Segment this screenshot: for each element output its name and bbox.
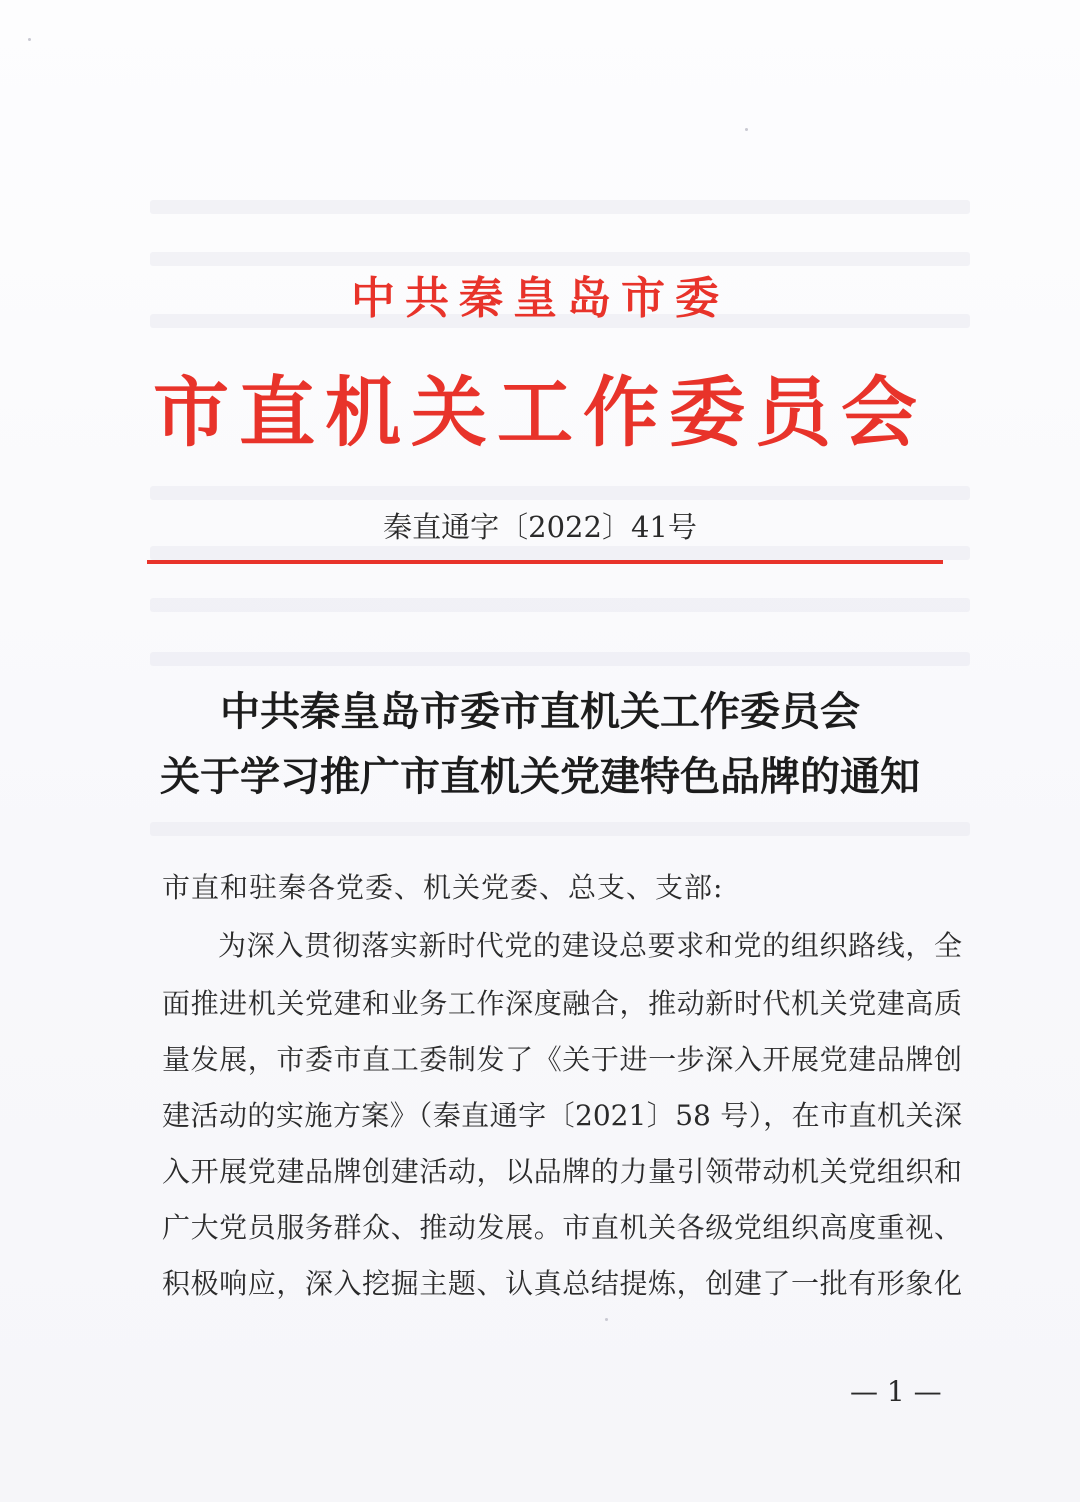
bleed-through-line <box>150 546 970 560</box>
issuing-org-line2: 市直机关工作委员会 <box>153 368 927 457</box>
bleed-through-line <box>150 598 970 612</box>
document-number: 秦直通字〔2022〕41号 <box>383 510 697 544</box>
body-line: 建活动的实施方案》（秦直通字〔2021〕58 号），在市直机关深 <box>162 1099 962 1132</box>
notice-title-line2: 关于学习推广市直机关党建特色品牌的通知 <box>160 753 920 800</box>
issuing-org-line1: 中共秦皇岛市委 <box>351 273 729 324</box>
body-line: 入开展党建品牌创建活动，以品牌的力量引领带动机关党组织和 <box>162 1155 962 1188</box>
scan-speck <box>605 1318 608 1321</box>
red-separator-rule <box>147 560 943 564</box>
body-line: 量发展，市委市直工委制发了《关于进一步深入开展党建品牌创 <box>162 1043 962 1076</box>
salutation: 市直和驻秦各党委、机关党委、总支、支部: <box>162 871 724 904</box>
body-line: 面推进机关党建和业务工作深度融合，推动新时代机关党建高质 <box>162 987 962 1020</box>
body-line: 为深入贯彻落实新时代党的建设总要求和党的组织路线，全 <box>218 929 962 962</box>
body-line: 积极响应，深入挖掘主题、认真总结提炼，创建了一批有形象化 <box>162 1267 962 1300</box>
scan-speck <box>28 38 31 41</box>
scan-speck <box>745 128 748 131</box>
body-line: 广大党员服务群众、推动发展。市直机关各级党组织高度重视、 <box>162 1211 962 1244</box>
bleed-through-line <box>150 200 970 214</box>
bleed-through-line <box>150 486 970 500</box>
notice-title-line1: 中共秦皇岛市委市直机关工作委员会 <box>220 688 860 735</box>
bleed-through-line <box>150 822 970 836</box>
bleed-through-line <box>150 652 970 666</box>
page-number: — 1 — <box>850 1375 942 1408</box>
